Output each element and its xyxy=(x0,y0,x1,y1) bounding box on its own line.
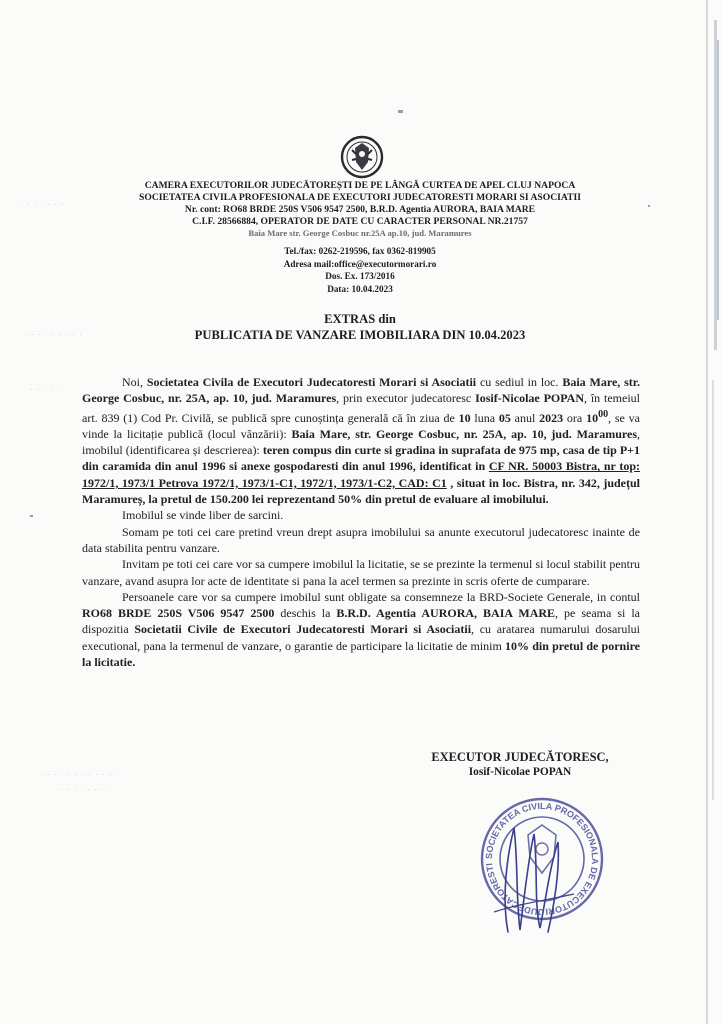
chamber-name: CAMERA EXECUTORILOR JUDECĂTOREȘTI DE PE LÂNGĂ CURTEA DE APEL CLUJ NAPOCA xyxy=(144,180,576,191)
scanner-edge-artifact xyxy=(700,0,723,1024)
handwritten-signature xyxy=(488,820,578,940)
paragraph-sale-notice: Noi, Societatea Civila de Executori Judecatoresti Morari si Asociatii cu sediul in loc. Baia Mare, str. George Cosbuc, nr. 25A, ap. 10, jud. Maramures, prin executor judecatoresc Iosif-Nicolae POPAN, în temeiul art. 839 (1) Cod Pr. Civilă, se publică spre cunoștința generală că în ziua de 10 luna 05 anul 2023 ora $10^{00}$, se va vinde la licitație publică (locul vânzării): Baia Mare, str. George Cosbuc, nr. 25A, ap. 10, jud. Maramures, imobilul (identificarea și descrierea): teren compus din curte si gradina in suprafata de 975 mp, casa de tip P+1 din caramida din anul 1996 si anexe gospodaresti din anul 1996, identificat in CF NR. 50003 Bistra, nr top: 1972/1, 1973/1 Petrova 1972/1, 1973/1-C1, 1972/1, 1973/1-C2, CAD: C1 , situat in loc. Bistra, nr. 342, județul Maramureș, la pretul de 150.200 lei reprezentand 50% din pretul de evaluare al imobilului. xyxy=(82,375,641,507)
fiscal-code: C.I.F. 28566884, OPERATOR DE DATE CU CARACTER PERSONAL NR.21757 xyxy=(192,216,528,227)
show-through-mark: · · · · · · · xyxy=(20,200,65,209)
paragraph-guarantee: Persoanele care vor sa cumpere imobilul sunt obligate sa consemneze la BRD-Societe Generale, in contul RO68 BRDE 250S V506 9547 2500 deschis la B.R.D. Agentia AURORA, BAIA MARE, pe seama si la dispozitia Societatii Civile de Executori Judecatoresti Morari si Asociatii, cu aratarea numarului dosarului executional, pana la termenul de vanzare, o garantie de participare la licitatie de minim 10% din pretul de pornire la licitatie. xyxy=(82,589,640,670)
coat-of-arms-emblem xyxy=(340,134,384,180)
scan-speck xyxy=(398,110,403,113)
paragraph-no-encumbrances: Imobilul se vinde liber de sarcini. xyxy=(122,508,284,523)
phone-fax: Tel./fax: 0262-219596, fax 0362-819905 xyxy=(284,246,436,256)
contact-block xyxy=(200,245,520,295)
land-registry-reference: CF NR. 50003 Bistra, nr top: 1972/1, 1973/1 Petrova 1972/1, 1973/1-C1, 1972/1, 1973/1-C2, CAD: C1 xyxy=(82,459,640,490)
paragraph-summons: Somam pe toti cei care pretind vreun drept asupra imobilului sa anunte executorul judecatoresc inainte de data stabilita pentru vanzare. xyxy=(82,524,640,555)
show-through-mark: · · · · · xyxy=(30,385,62,394)
document-title xyxy=(100,312,620,343)
show-through-mark: · · · · · · · · · xyxy=(24,330,83,339)
paragraph-invitation: Invitam pe toti cei care vor sa cumpere imobilul la licitatie, se se prezinte la termenul si locul stabilit pentru vanzare, avand asupra lor acte de identitate si pana la acel termen sa prezinte in scris oferte de cumparare. xyxy=(82,557,640,588)
society-name: SOCIETATEA CIVILA PROFESIONALA DE EXECUTORI JUDECATORESTI MORARI SI ASOCIATII xyxy=(139,192,581,203)
scan-speck xyxy=(648,205,650,207)
case-number: Dos. Ex. 173/2016 xyxy=(325,271,395,282)
title-line-1: EXTRAS din xyxy=(324,312,396,326)
signatory-role: EXECUTOR JUDECĂTORESC, xyxy=(431,750,609,764)
scan-speck xyxy=(30,515,33,517)
signature-block xyxy=(395,750,645,780)
stamp-ring-text: SOCIETATEA CIVILA PROFESIONALA DE EXECUTORI JUDECATORESTI xyxy=(483,800,601,918)
email-address: Adresa mail:office@executormorari.ro xyxy=(283,258,437,269)
show-through-mark: · · · · · · · · xyxy=(60,785,112,794)
signatory-name: Iosif-Nicolae POPAN xyxy=(468,766,572,778)
office-address: Baia Mare str. George Cosbuc nr.25A ap.10, jud. Maramures xyxy=(248,228,472,238)
document-date: Data: 10.04.2023 xyxy=(327,283,393,294)
show-through-mark: · · · · · · · · · · · · xyxy=(40,770,120,779)
announcement-body xyxy=(82,374,640,670)
letterhead xyxy=(100,180,620,238)
bank-account: Nr. cont: RO68 BRDE 250S V506 9547 2500, B.R.D. Agentia AURORA, BAIA MARE xyxy=(184,204,536,215)
title-line-2: PUBLICATIA DE VANZARE IMOBILIARA DIN 10.04.2023 xyxy=(194,328,526,342)
